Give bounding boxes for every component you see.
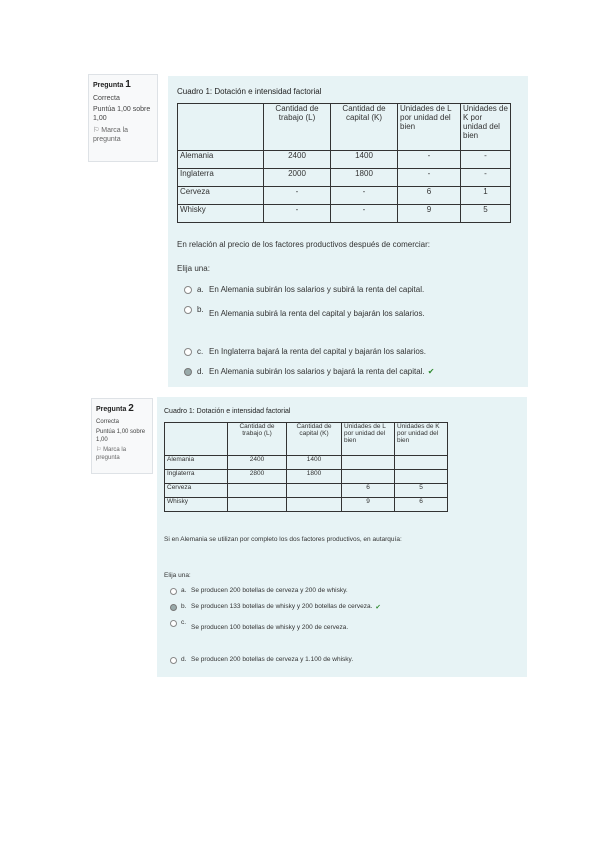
option-c[interactable]: c. En Inglaterra bajará la renta del capital y bajarán los salarios.	[184, 347, 426, 356]
question-text: Si en Alemania se utilizan por completo los dos factores productivos, en autarquía:	[164, 536, 402, 543]
factor-table	[177, 103, 511, 223]
option-d[interactable]: d. En Alemania subirán los salarios y bajará la renta del capital. ✔	[184, 367, 434, 376]
check-icon: ✔	[427, 367, 435, 376]
table-cell	[342, 456, 395, 470]
table-cell: 2400	[228, 456, 287, 470]
table-row	[178, 205, 511, 223]
radio-button[interactable]	[170, 620, 177, 627]
table-header-cell	[178, 104, 264, 151]
table-cell	[395, 456, 448, 470]
table-header-cell: Unidades de L por unidad del bien	[342, 423, 395, 456]
radio-button-selected[interactable]	[184, 368, 192, 376]
table-cell: -	[331, 187, 398, 205]
table-cell: 1	[461, 187, 511, 205]
option-text: Se producen 200 botellas de cerveza y 200 de whisky.	[191, 587, 348, 594]
flag-icon: ⚐	[96, 447, 102, 453]
radio-button[interactable]	[184, 348, 192, 356]
table-cell: Whisky	[178, 205, 264, 223]
question-1-body	[168, 76, 528, 387]
option-text: En Alemania subirá la renta del capital y bajarán los salarios.	[209, 309, 425, 318]
option-text: En Alemania subirán los salarios y bajará la renta del capital.	[209, 367, 425, 376]
question-2-info	[91, 398, 153, 474]
table-cell: 9	[398, 205, 461, 223]
radio-button[interactable]	[170, 588, 177, 595]
table-caption: Cuadro 1: Dotación e intensidad factorial	[177, 87, 322, 96]
table-cell: 6	[342, 484, 395, 498]
table-cell: Inglaterra	[178, 169, 264, 187]
table-cell: -	[264, 205, 331, 223]
question-1-status: Correcta	[93, 94, 120, 102]
table-cell: 5	[395, 484, 448, 498]
table-cell: 1400	[287, 456, 342, 470]
table-cell	[228, 498, 287, 512]
table-header-cell: Cantidad de trabajo (L)	[264, 104, 331, 151]
table-cell: 1400	[331, 151, 398, 169]
option-text: Se producen 100 botellas de whisky y 200 de cerveza.	[191, 624, 349, 631]
check-icon: ✔	[375, 604, 381, 611]
table-cell: 1800	[331, 169, 398, 187]
flag-question-1[interactable]: ⚐ Marca la pregunta	[93, 126, 129, 143]
table-header-cell: Cantidad de capital (K)	[331, 104, 398, 151]
table-cell: -	[331, 205, 398, 223]
option-a[interactable]: a. Se producen 200 botellas de cerveza y 200 de whisky.	[170, 587, 348, 595]
table-cell: -	[461, 151, 511, 169]
table-cell: -	[461, 169, 511, 187]
question-2-score: Puntúa 1,00 sobre 1,00	[96, 429, 146, 443]
option-d[interactable]: d. Se producen 200 botellas de cerveza y 1.100 de whisky.	[170, 656, 353, 664]
table-header-cell: Unidades de L por unidad del bien	[398, 104, 461, 151]
option-text: Se producen 200 botellas de cerveza y 1.100 de whisky.	[191, 656, 354, 663]
table-cell: Cerveza	[165, 484, 228, 498]
option-b[interactable]: b. En Alemania subirá la renta del capital y bajarán los salarios.	[184, 305, 425, 318]
question-2-number: Pregunta 2	[96, 403, 134, 414]
table-cell: -	[398, 169, 461, 187]
table-header-cell: Unidades de K por unidad del bien	[461, 104, 511, 151]
table-cell: -	[264, 187, 331, 205]
radio-button[interactable]	[170, 657, 177, 664]
option-text: En Inglaterra bajará la renta del capital y bajarán los salarios.	[209, 347, 427, 356]
table-cell: 9	[342, 498, 395, 512]
table-row	[178, 187, 511, 205]
table-caption: Cuadro 1: Dotación e intensidad factorial	[164, 408, 291, 415]
radio-button-selected[interactable]	[170, 604, 177, 611]
table-cell	[287, 484, 342, 498]
table-cell: -	[398, 151, 461, 169]
table-cell: Inglaterra	[165, 470, 228, 484]
table-cell: Alemania	[165, 456, 228, 470]
choose-prompt: Elija una:	[177, 264, 210, 273]
question-text: En relación al precio de los factores productivos después de comerciar:	[177, 240, 431, 249]
option-a[interactable]: a. En Alemania subirán los salarios y subirá la renta del capital.	[184, 285, 424, 294]
question-1-info	[88, 74, 158, 162]
table-cell: 2400	[264, 151, 331, 169]
factor-table	[164, 422, 448, 512]
table-row	[178, 151, 511, 169]
option-text: En Alemania subirán los salarios y subirá la renta del capital.	[209, 285, 425, 294]
table-cell: 1800	[287, 470, 342, 484]
table-header-cell: Unidades de K por unidad del bien	[395, 423, 448, 456]
question-1-score: Puntúa 1,00 sobre 1,00	[93, 106, 151, 122]
option-c[interactable]: c. Se producen 100 botellas de whisky y 200 de cerveza.	[170, 619, 348, 631]
option-b[interactable]: b. Se producen 133 botellas de whisky y 200 botellas de cerveza. ✔	[170, 603, 381, 611]
flag-question-2[interactable]: ⚐ Marca la pregunta	[96, 447, 127, 461]
table-row	[165, 456, 448, 470]
question-2-body	[157, 397, 527, 677]
table-cell	[287, 498, 342, 512]
table-cell: Cerveza	[178, 187, 264, 205]
radio-button[interactable]	[184, 306, 192, 314]
table-cell: 5	[461, 205, 511, 223]
table-cell: 2800	[228, 470, 287, 484]
radio-button[interactable]	[184, 286, 192, 294]
table-row	[165, 484, 448, 498]
flag-icon: ⚐	[93, 126, 100, 134]
table-cell	[342, 470, 395, 484]
choose-prompt: Elija una:	[164, 572, 191, 579]
table-header-row	[178, 104, 511, 151]
table-row	[165, 498, 448, 512]
table-cell: Whisky	[165, 498, 228, 512]
table-header-cell	[165, 423, 228, 456]
table-cell: Alemania	[178, 151, 264, 169]
table-header-cell: Cantidad de capital (K)	[287, 423, 342, 456]
table-cell: 6	[398, 187, 461, 205]
table-cell	[228, 484, 287, 498]
table-row	[178, 169, 511, 187]
question-1-number: Pregunta 1	[93, 79, 131, 90]
option-text: Se producen 133 botellas de whisky y 200 botellas de cerveza.	[191, 603, 373, 610]
table-row	[165, 470, 448, 484]
table-cell: 2000	[264, 169, 331, 187]
table-header-cell: Cantidad de trabajo (L)	[228, 423, 287, 456]
table-cell: 6	[395, 498, 448, 512]
question-2-status: Correcta	[96, 418, 120, 425]
table-cell	[395, 470, 448, 484]
table-header-row	[165, 423, 448, 456]
